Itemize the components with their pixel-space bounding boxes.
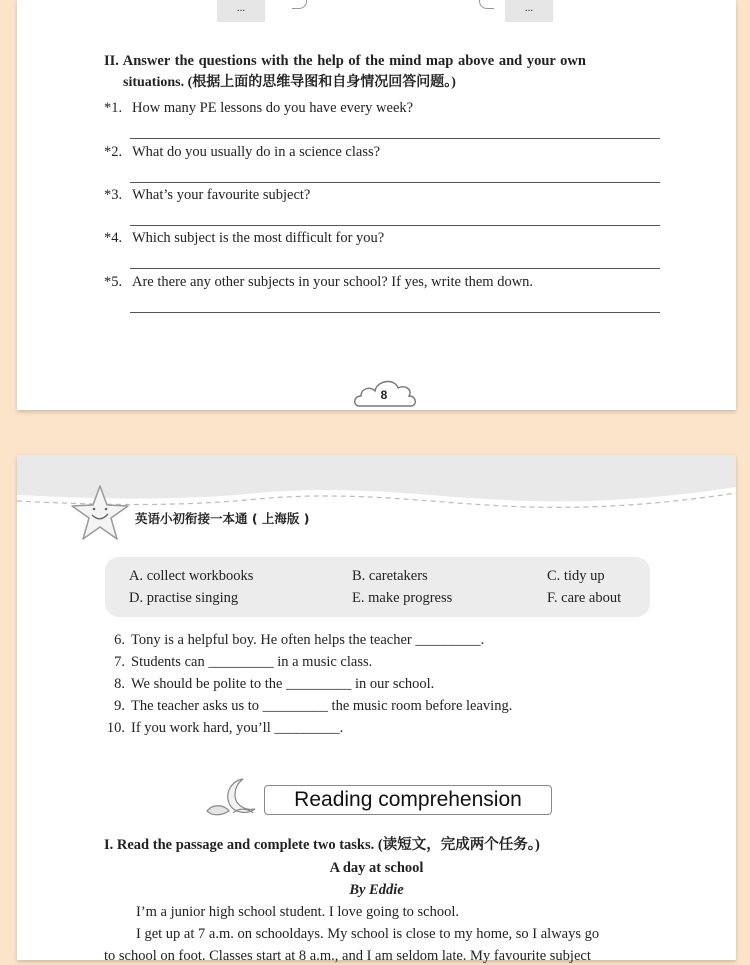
fill-item-8: 8. We should be polite to the _________ in our school. — [114, 676, 435, 692]
moon-reading-icon — [203, 775, 261, 821]
mind-map-connector — [479, 0, 494, 9]
blank[interactable]: _________ — [415, 632, 481, 648]
option-d: D. practise singing — [129, 590, 239, 606]
section-title: Reading comprehension — [294, 788, 522, 811]
word-bank-box — [105, 557, 650, 617]
star-mascot-icon — [69, 483, 131, 545]
option-b: B. caretakers — [352, 568, 428, 584]
question-2: *2. What do you usually do in a science class? — [104, 144, 381, 160]
answer-line-3[interactable] — [130, 225, 660, 226]
question-5: *5. Are there any other subjects in your school? If yes, write them down. — [104, 274, 534, 290]
question-4: *4. Which subject is the most difficult for you? — [104, 230, 385, 246]
passage-paragraph-2: I get up at 7 a.m. on schooldays. My school is close to my home, so I always go — [136, 926, 600, 942]
fill-item-9: 9. The teacher asks us to _________ the music room before leaving. — [114, 698, 513, 714]
passage-title: A day at school — [329, 860, 424, 876]
workbook-page-8 — [17, 0, 736, 410]
mind-map-node-right: ... — [505, 0, 553, 22]
passage-paragraph-1: I’m a junior high school student. I love going to school. — [136, 904, 459, 920]
option-a: A. collect workbooks — [129, 568, 254, 584]
option-f: F. care about — [547, 590, 622, 606]
blank[interactable]: _________ — [262, 698, 328, 714]
blank[interactable]: _________ — [274, 720, 340, 736]
option-e: E. make progress — [352, 590, 453, 606]
question-3: *3. What’s your favourite subject? — [104, 187, 311, 203]
passage-paragraph-3: to school on foot. Classes start at 8 a.m., and I am seldom late. My favourite subject — [104, 948, 591, 964]
answer-line-4[interactable] — [130, 268, 660, 269]
answer-line-2[interactable] — [130, 182, 660, 183]
book-title: 英语小初衔接一本通 ( 上海版 ) — [135, 511, 310, 526]
fill-item-7: 7. Students can _________ in a music class. — [114, 654, 373, 670]
mind-map-connector — [292, 0, 307, 9]
answer-line-1[interactable] — [130, 138, 660, 139]
blank[interactable]: _________ — [208, 654, 274, 670]
page-number: 8 — [380, 388, 388, 402]
section-heading: II. Answer the questions with the help of the mind map above and your own — [104, 53, 586, 69]
fill-item-10: 10. If you work hard, you’ll _________. — [106, 720, 344, 736]
question-1: *1. How many PE lessons do you have every week? — [104, 100, 414, 116]
workbook-page-9 — [17, 455, 736, 964]
answer-line-5[interactable] — [130, 312, 660, 313]
fill-item-6: 6. Tony is a helpful boy. He often helps the teacher _________. — [114, 632, 485, 648]
mind-map-node-left: ... — [217, 0, 265, 22]
section-heading-cont: situations. (根据上面的思维导图和自身情况回答问题。) — [123, 75, 456, 90]
passage-author: By Eddie — [349, 882, 404, 898]
task-heading: I. Read the passage and complete two tasks. (读短文，完成两个任务。) — [104, 837, 540, 853]
blank[interactable]: _________ — [286, 676, 352, 692]
option-c: C. tidy up — [547, 568, 605, 584]
